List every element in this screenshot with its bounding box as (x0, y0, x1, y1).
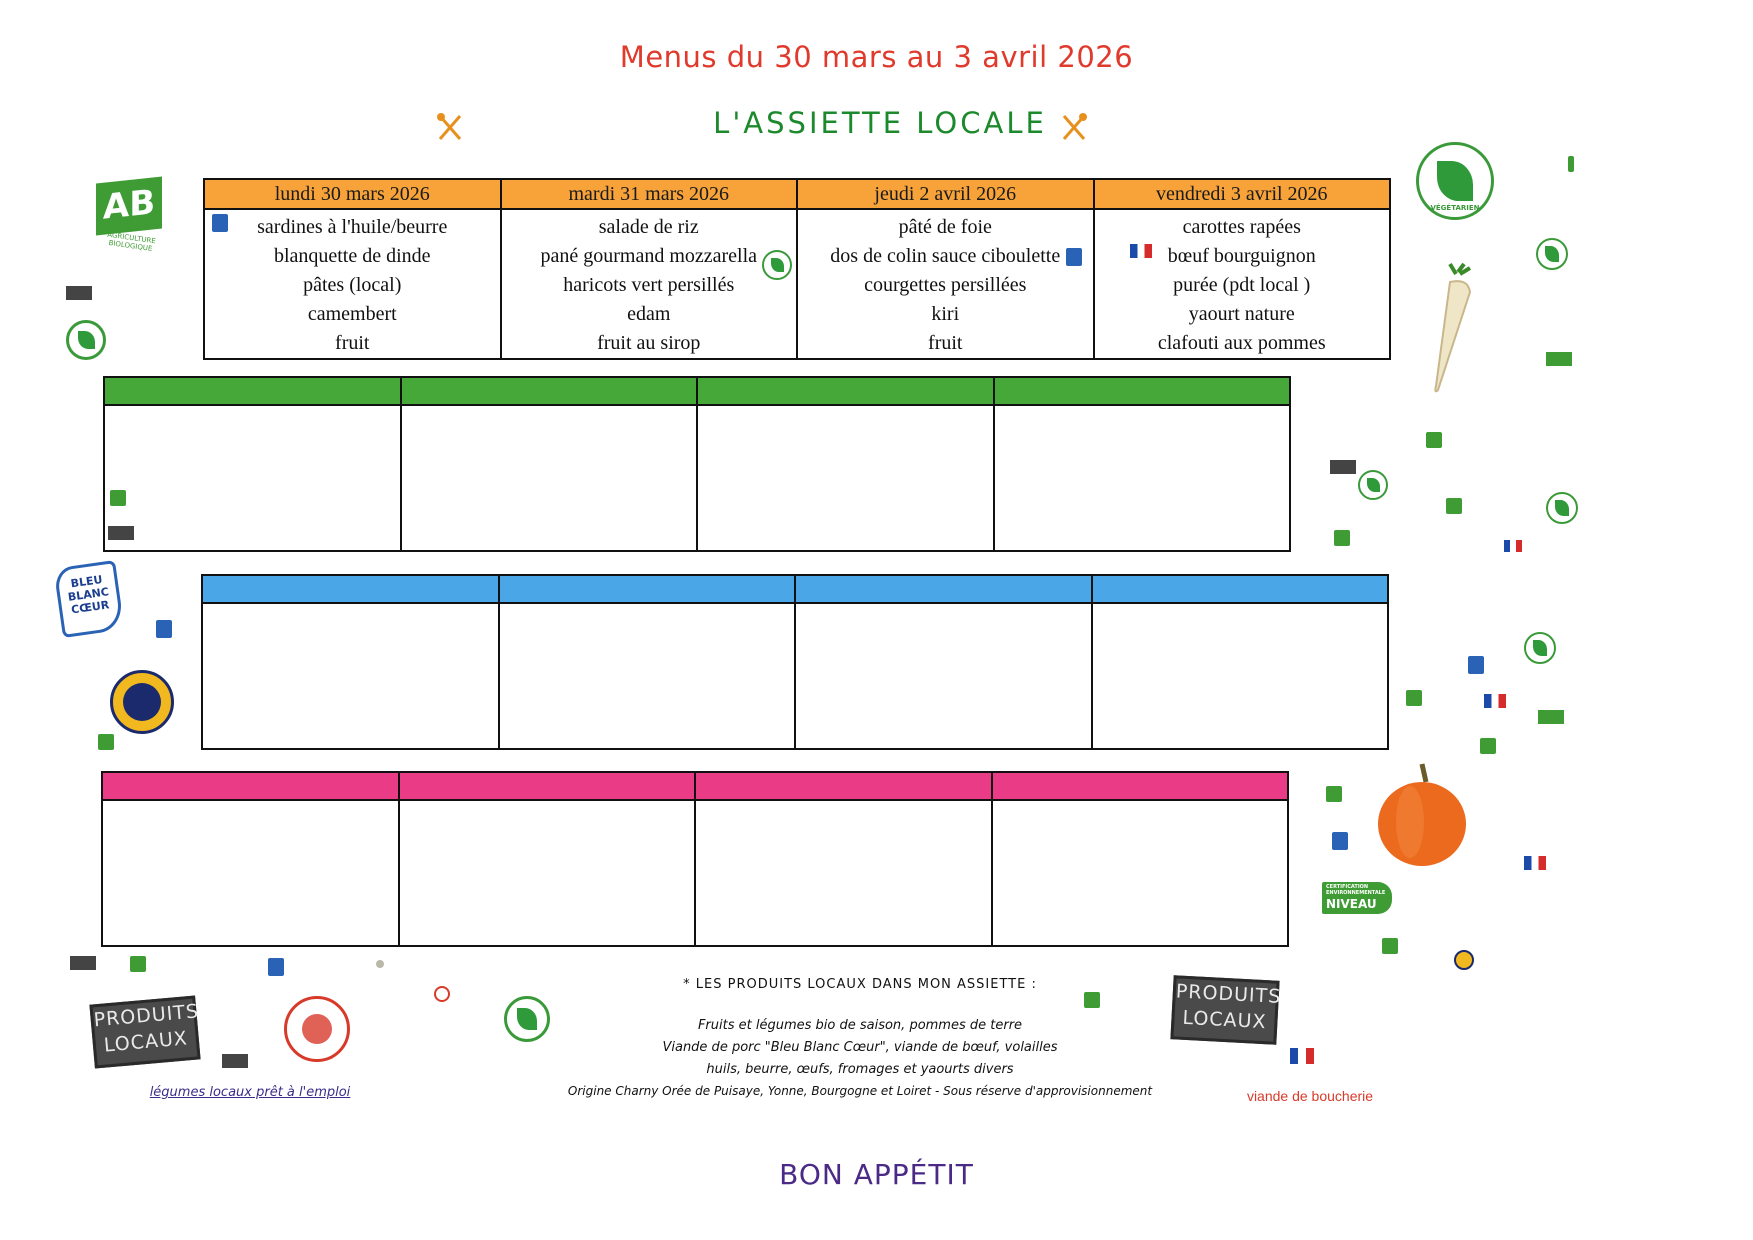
empty-header (399, 772, 696, 800)
day-header: mardi 31 mars 2026 (501, 179, 798, 209)
vegetarian-icon (1524, 632, 1556, 664)
ab-mini-icon (98, 734, 114, 750)
empty-header (102, 772, 399, 800)
menu-item: bœuf bourguignon (1167, 245, 1316, 267)
ab-mini-icon (1568, 156, 1574, 172)
day-menu-friday (1094, 209, 1391, 359)
certification-niveau2-logo (1322, 882, 1392, 927)
empty-header (1092, 575, 1389, 603)
niveau2-mini-icon (1538, 710, 1564, 724)
day-menu-thursday (797, 209, 1094, 359)
vegetarian-icon (1546, 492, 1578, 524)
produits-locaux-logo: PRODUITS LOCAUX (1170, 975, 1279, 1044)
msc-icon (1468, 656, 1484, 674)
vegetarian-icon (66, 320, 106, 360)
bon-appetit-text: BON APPÉTIT (779, 1158, 974, 1191)
msc-icon (1332, 832, 1348, 850)
empty-table-pink (101, 771, 1289, 947)
vegetarian-icon (762, 250, 792, 280)
menu-item: fruit (335, 332, 370, 354)
empty-header (202, 575, 499, 603)
menu-item: haricots vert persillés (563, 274, 735, 296)
local-products-line: Fruits et légumes bio de saison, pommes de terre (697, 1018, 1023, 1033)
empty-header (992, 772, 1289, 800)
produits-locaux-mini-icon (70, 956, 96, 970)
produits-locaux-mini-icon (108, 526, 134, 540)
empty-cell (401, 405, 698, 551)
empty-header (795, 575, 1092, 603)
empty-cell (102, 800, 399, 946)
produits-locaux-mini-icon (66, 286, 92, 300)
msc-icon (156, 620, 172, 638)
ab-mini-icon (1446, 498, 1462, 514)
empty-cell (1092, 603, 1389, 749)
viande-boucherie-label: viande de boucherie (1246, 1088, 1374, 1104)
local-products-line: huils, beurre, œufs, fromages et yaourts divers (706, 1062, 1014, 1077)
produits-locaux-mini-icon (222, 1054, 248, 1068)
legumes-locaux-link[interactable]: légumes locaux prêt à l'emploi (149, 1085, 351, 1100)
msc-icon (212, 214, 228, 232)
menu-table (203, 178, 1391, 360)
origine-france-icon (1524, 856, 1546, 870)
vegetarian-icon (1358, 470, 1388, 500)
empty-cell (992, 800, 1289, 946)
ab-logo: AB (96, 177, 162, 236)
ab-mini-icon (1382, 938, 1398, 954)
menu-item: blanquette de dinde (273, 245, 431, 267)
empty-table-blue (201, 574, 1389, 750)
page-subtitle: L'ASSIETTE LOCALE (713, 106, 1047, 140)
msc-icon (268, 958, 284, 976)
ab-mini-icon (1406, 690, 1422, 706)
menu-item: fruit au sirop (597, 332, 701, 354)
empty-header (401, 377, 698, 405)
local-products-heading: * LES PRODUITS LOCAUX DANS MON ASSIETTE : (683, 977, 1037, 992)
empty-cell (697, 405, 994, 551)
menu-item: pané gourmand mozzarella (540, 245, 758, 267)
ab-mini-icon (1326, 786, 1342, 802)
menu-item: carottes rapées (1182, 216, 1301, 238)
empty-header (697, 377, 994, 405)
day-menu-tuesday (501, 209, 798, 359)
igp-label-icon (110, 670, 174, 734)
day-header: vendredi 3 avril 2026 (1094, 179, 1391, 209)
produits-locaux-logo: PRODUITS LOCAUX (89, 996, 200, 1069)
vegetarian-icon (1536, 238, 1568, 270)
produits-locaux-mini-icon (1330, 460, 1356, 474)
local-products-line: Origine Charny Orée de Puisaye, Yonne, Bourgogne et Loiret - Sous réserve d'approvisionnement (567, 1084, 1153, 1098)
ab-caption: AGRICULTURE BIOLOGIQUE (106, 230, 157, 253)
menu-item: yaourt nature (1188, 303, 1295, 325)
empty-header (499, 575, 796, 603)
vegetarian-caption: VÉGÉTARIEN (1430, 204, 1480, 212)
day-header: lundi 30 mars 2026 (204, 179, 501, 209)
ab-mini-icon (110, 490, 126, 506)
menu-item: pâté de foie (898, 216, 992, 238)
menu-item: camembert (307, 303, 397, 325)
empty-table-green (103, 376, 1291, 552)
origine-france-icon (1484, 694, 1506, 708)
pumpkin-illustration (1374, 760, 1470, 870)
day-menu-monday (204, 209, 501, 359)
menu-item: clafouti aux pommes (1157, 332, 1326, 354)
niveau2-label: NIVEAU 2 (1326, 897, 1377, 927)
menu-item: courgettes persillées (864, 274, 1027, 296)
local-products-line: Viande de porc "Bleu Blanc Cœur", viande de bœuf, volailles (662, 1040, 1058, 1055)
empty-header (695, 772, 992, 800)
menu-item: edam (627, 303, 671, 325)
empty-cell (795, 603, 1092, 749)
empty-cell (499, 603, 796, 749)
ab-mini-icon (1426, 432, 1442, 448)
ferme-label-icon (284, 996, 350, 1062)
bleu-blanc-coeur-logo: BLEU BLANC CŒUR (53, 560, 124, 638)
empty-cell (104, 405, 401, 551)
certification-caption: CERTIFICATION ENVIRONNEMENTALE (1326, 884, 1386, 896)
empty-cell (695, 800, 992, 946)
ferme-mini-icon (434, 986, 450, 1002)
page-title: Menus du 30 mars au 3 avril 2026 (619, 40, 1134, 74)
menu-item: salade de riz (598, 216, 699, 238)
empty-cell (202, 603, 499, 749)
igp-label-icon (1454, 950, 1474, 970)
ab-mini-icon (1480, 738, 1496, 754)
empty-header (104, 377, 401, 405)
day-header: jeudi 2 avril 2026 (797, 179, 1094, 209)
menu-item: kiri (931, 303, 960, 325)
niveau2-mini-icon (1546, 352, 1572, 366)
empty-cell (994, 405, 1291, 551)
menu-item: sardines à l'huile/beurre (257, 216, 448, 238)
ab-mini-icon (1334, 530, 1350, 546)
origine-france-icon (1504, 540, 1522, 552)
empty-cell (399, 800, 696, 946)
empty-header (994, 377, 1291, 405)
menu-item: pâtes (local) (303, 274, 402, 296)
menu-item: dos de colin sauce ciboulette (830, 245, 1061, 267)
menu-item: fruit (928, 332, 963, 354)
menu-item: purée (pdt local ) (1173, 274, 1311, 296)
ab-mini-icon (130, 956, 146, 972)
dot-mark (376, 960, 384, 968)
parsnip-illustration (1420, 262, 1490, 402)
origine-france-icon (1130, 244, 1152, 258)
msc-icon (1066, 248, 1082, 266)
cutlery-icon (436, 112, 464, 142)
cutlery-icon (1060, 112, 1088, 142)
ab-mini-icon (1084, 992, 1100, 1008)
